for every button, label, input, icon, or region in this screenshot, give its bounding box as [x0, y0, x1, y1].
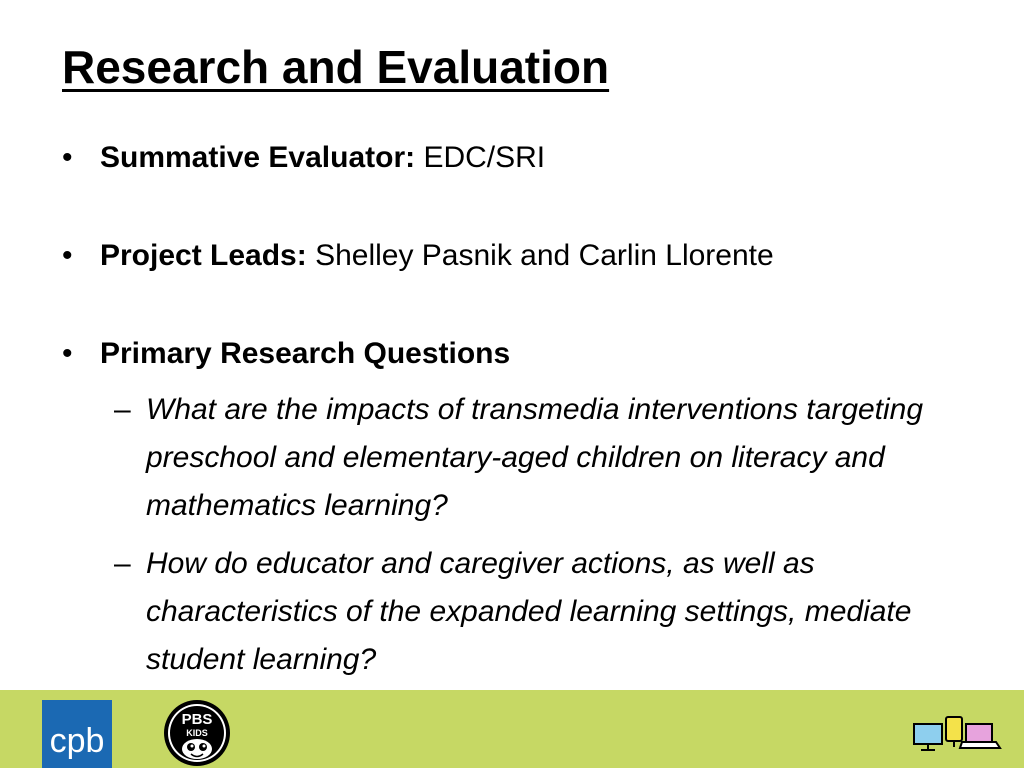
bullet-label: Summative Evaluator: — [100, 141, 416, 174]
cpb-logo-text: cpb — [49, 722, 105, 760]
bullet-icon: • — [62, 337, 73, 370]
bullet-value: Shelley Pasnik and Carlin Llorente — [306, 239, 774, 272]
dash-icon: – — [114, 393, 131, 426]
slide-title: Research and Evaluation — [62, 41, 610, 93]
research-question-text: What are the impacts of transmedia interventions targeting preschool and elementary-aged children on literacy and mathematics learning? — [146, 393, 924, 522]
research-question-1 — [114, 386, 974, 530]
bullet-value: EDC/SRI — [415, 141, 546, 174]
bullet-icon: • — [62, 141, 73, 174]
bullet-icon: • — [62, 239, 73, 272]
pbs-kids-logo — [160, 697, 234, 768]
bullet-label: Primary Research Questions — [100, 337, 511, 370]
research-question-text: How do educator and caregiver actions, as well as characteristics of the expanded learning settings, mediate student learning? — [146, 547, 912, 676]
devices-icon — [912, 714, 1002, 754]
bullet-label: Project Leads: — [100, 239, 307, 272]
cpb-logo — [42, 700, 112, 768]
footer-band — [0, 690, 1024, 768]
pbs-logo-bottom-text: KIDS — [186, 728, 208, 738]
dash-icon: – — [114, 547, 131, 580]
pbs-logo-top-text: PBS — [181, 711, 213, 728]
research-question-2 — [114, 540, 974, 684]
